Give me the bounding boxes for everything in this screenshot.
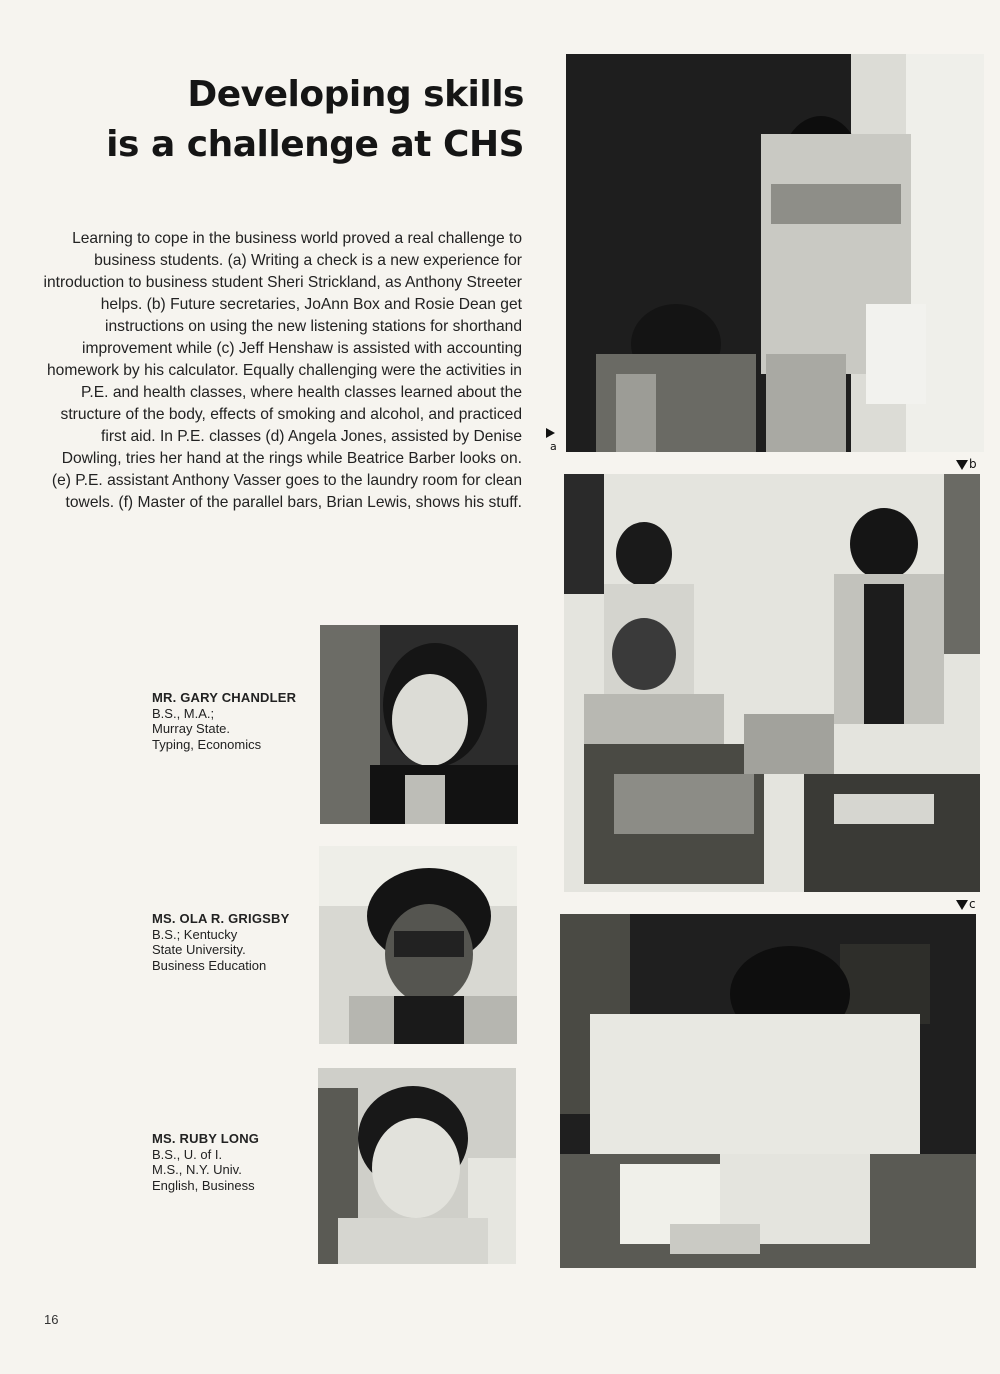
faculty-caption-2 <box>152 911 312 973</box>
photo-secretaries <box>564 474 980 892</box>
photo-check-writing <box>566 54 984 452</box>
faculty-detail: Business Education <box>152 957 267 973</box>
title-line-2: is a challenge at CHS <box>106 124 524 165</box>
faculty-detail: Typing, Economics <box>152 736 262 752</box>
portrait-ola-grigsby <box>319 846 517 1044</box>
photo-calculator-homework <box>560 914 976 1268</box>
page-number: 16 <box>44 1312 59 1327</box>
arrow-down-icon <box>956 900 968 910</box>
intro-paragraph: Learning to cope in the business world proved a real challenge to business students. (a) Writing a check is a new experience for introduction to business student Sheri Strickland, as Anthony Streeter helps. (b) Future secretaries, JoAnn Box and Rosie Dean get instructions on using the new listening stations for shorthand improvement while (c) Jeff Henshaw is assisted with accounting homework by his calculator. Equally challenging were the activities in P.E. and health classes, where health classes learned about the structure of the body, effects of smoking and alcohol, and practiced first aid. In P.E. classes (d) Angela Jones, assisted by Denise Dowling, tries her hand at the rings while Beatrice Barber looks on. (e) P.E. assistant Anthony Vasser goes to the laundry room for clean towels. (f) Master of the parallel bars, Brian Lewis, shows his stuff. <box>43 230 522 511</box>
faculty-detail: State University. <box>152 942 246 957</box>
faculty-name: MS. OLA R. GRIGSBY <box>152 911 290 926</box>
faculty-name: MR. GARY CHANDLER <box>152 690 297 705</box>
faculty-detail: M.S., N.Y. Univ. <box>152 1162 242 1177</box>
faculty-caption-3 <box>152 1131 312 1193</box>
faculty-detail: B.S.; Kentucky <box>152 926 238 942</box>
photo-b-marker <box>956 458 977 470</box>
portrait-gary-chandler <box>320 625 518 824</box>
photo-b-label: b <box>969 457 977 471</box>
photo-a-label: a <box>550 440 557 453</box>
faculty-detail: B.S., M.A.; <box>152 705 215 721</box>
faculty-detail: English, Business <box>152 1177 255 1193</box>
photo-c-label: c <box>969 897 976 911</box>
faculty-name: MS. RUBY LONG <box>152 1131 260 1146</box>
title-line-1: Developing skills <box>187 74 524 115</box>
photo-c-marker <box>956 898 976 910</box>
portrait-ruby-long <box>318 1068 516 1264</box>
faculty-caption-1 <box>152 690 312 752</box>
faculty-detail: Murray State. <box>152 721 231 736</box>
faculty-detail: B.S., U. of I. <box>152 1146 223 1162</box>
page-title <box>100 70 524 170</box>
arrow-right-icon <box>546 428 555 438</box>
arrow-down-icon <box>956 460 968 470</box>
photo-a-marker <box>546 428 557 453</box>
